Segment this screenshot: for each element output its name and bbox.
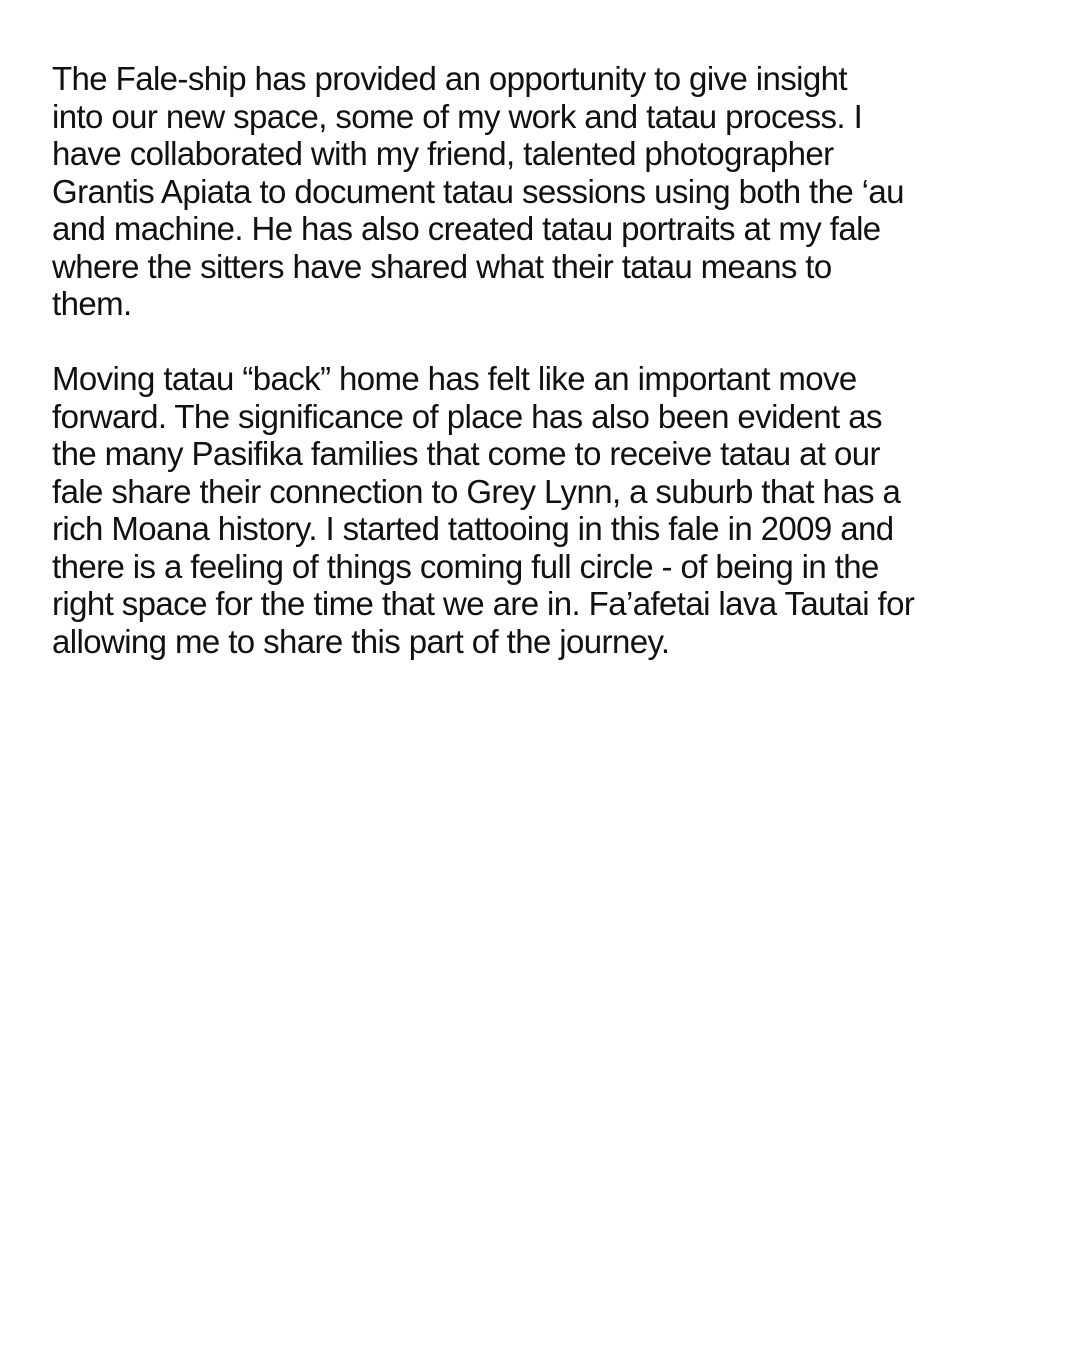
- paragraph-1-line-6: where the sitters have shared what their tatau means to: [52, 247, 832, 285]
- paragraph-2-line-3: the many Pasifika families that come to receive tatau at our: [52, 435, 880, 472]
- paragraph-1-line-4: Grantis Apiata to document tatau sessions using both the ‘au: [52, 172, 904, 210]
- paragraph-2-line-1: Moving tatau “back” home has felt like an important move: [52, 360, 857, 397]
- paragraph-1-line-7: them.: [52, 285, 132, 322]
- paragraph-2-line-5: rich Moana history. I started tattooing in this fale in 2009 and: [52, 510, 894, 547]
- paragraph-2-line-6: there is a feeling of things coming full circle - of being in the: [52, 547, 879, 585]
- paragraph-1-line-3: have collaborated with my friend, talented photographer: [52, 135, 834, 172]
- paragraph-1-line-5: and machine. He has also created tatau portraits at my fale: [52, 210, 881, 247]
- paragraph-2-line-4: fale share their connection to Grey Lynn, a suburb that has a: [52, 472, 901, 510]
- paragraph-2-line-2: forward. The significance of place has also been evident as: [52, 397, 882, 435]
- paragraph-2-line-7: right space for the time that we are in. Fa’afetai lava Tautai for: [52, 585, 915, 622]
- paragraph-1-line-2: into our new space, some of my work and tatau process. I: [52, 97, 863, 135]
- paragraph-1-line-1: The Fale-ship has provided an opportunity to give insight: [52, 60, 847, 97]
- paragraph-2: [52, 360, 1037, 660]
- paragraph-2-line-8: allowing me to share this part of the journey.: [52, 622, 670, 660]
- body-text: [52, 60, 1037, 660]
- paragraph-1: [52, 60, 1037, 323]
